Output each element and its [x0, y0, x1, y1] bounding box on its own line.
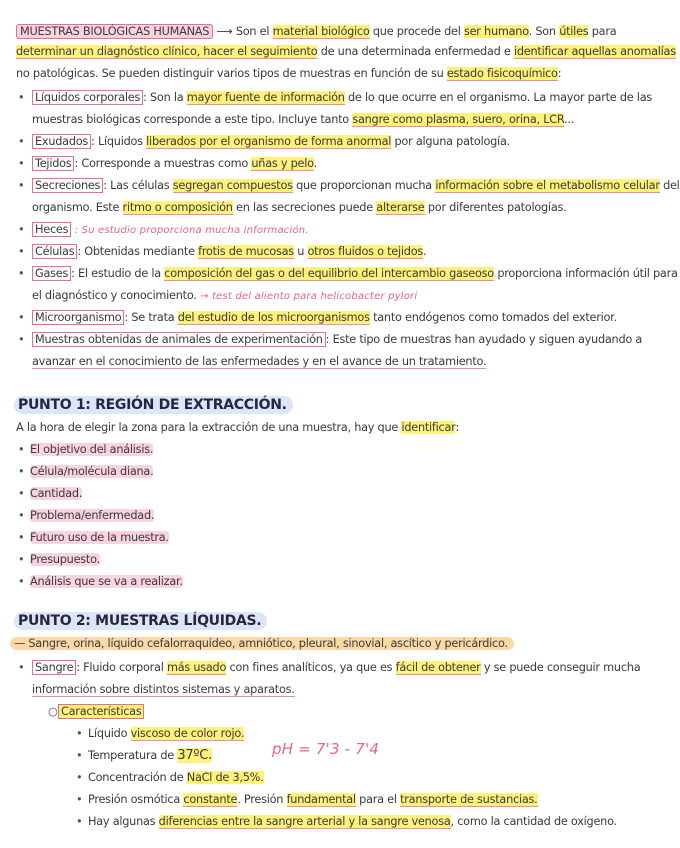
item-tejidos: Tejidos : Corresponde a muestras como uñas y pelo. [32, 156, 317, 172]
list-item: Presupuesto. [30, 553, 100, 566]
list-item: Futuro uso de la muestra. [30, 531, 169, 544]
item-celulas: Células : Obtenidas mediante frotis de mucosas u otros fluidos o tejidos. [32, 244, 426, 260]
sub-bullet: ○ [48, 705, 58, 718]
bullet: • [18, 487, 25, 500]
bullet: • [18, 553, 25, 566]
caracteristicas-label: Características [58, 704, 144, 720]
item-gases-cont: el diagnóstico y conocimiento. → test del aliento para helicobacter pylori [32, 289, 418, 302]
intro-line-1: MUESTRAS BIOLÓGICAS HUMANAS ⟶ Son el material biológico que procede del ser humano. Son útiles para [16, 24, 616, 40]
item-sangre: Sangre : Fluido corporal más usado con fines analíticos, ya que es fácil de obtener y se puede conseguir mucha [32, 660, 640, 676]
bullet: • [76, 815, 83, 828]
item-heces: Heces : Su estudio proporciona mucha información. [32, 222, 309, 239]
bullet: • [18, 531, 25, 544]
caract-item: Líquido viscoso de color rojo. [88, 727, 245, 740]
intro-line-3: no patológicas. Se pueden distinguir varios tipos de muestras en función de su estado fisicoquímico: [16, 67, 562, 80]
heading-punto-1: PUNTO 1: REGIÓN DE EXTRACCIÓN. [14, 396, 293, 414]
bullet: • [18, 575, 25, 588]
heading-punto-2: PUNTO 2: MUESTRAS LÍQUIDAS. [14, 612, 267, 630]
bullet: • [18, 223, 25, 236]
item-microorganismo: Microorganismo : Se trata del estudio de los microorganismos tanto endógenos como tomados del exterior. [32, 310, 617, 326]
handwritten-note: : Su estudio proporciona mucha información. [74, 225, 309, 236]
item-gases: Gases : El estudio de la composición del gas o del equilibrio del intercambio gaseoso proporciona información útil para [32, 266, 678, 282]
item-liquidos-cont: muestras biológicas corresponde a este tipo. Incluye tanto sangre como plasma, suero, orina, LCR... [32, 113, 575, 126]
list-item: Cantidad. [30, 487, 83, 500]
item-animales-cont: avanzar en el conocimiento de las enfermedades y en el avance de un tratamiento. [32, 355, 487, 368]
list-item: Problema/enfermedad. [30, 509, 155, 522]
item-liquidos: Líquidos corporales : Son la mayor fuente de información de lo que ocurre en el organismo. La mayor parte de las [32, 90, 652, 106]
item-animales: Muestras obtenidas de animales de experimentación : Este tipo de muestras han ayudado y siguen ayudando a [32, 332, 642, 348]
bullet: • [18, 311, 25, 324]
handwritten-ph-note: pH = 7'3 - 7'4 [272, 740, 380, 758]
bullet: • [18, 661, 25, 674]
bullet: • [18, 443, 25, 456]
caract-item: Concentración de NaCl de 3,5%. [88, 771, 264, 784]
caract-item: Temperatura de 37ºC. [88, 748, 212, 763]
punto-1-intro: A la hora de elegir la zona para la extracción de una muestra, hay que identificar: [16, 421, 459, 434]
bullet: • [18, 509, 25, 522]
bullet: • [76, 727, 83, 740]
bullet: • [18, 333, 25, 346]
item-exudados: Exudados : Líquidos liberados por el organismo de forma anormal por alguna patología. [32, 134, 510, 150]
bullet: • [76, 793, 83, 806]
bullet: • [18, 179, 25, 192]
bullet: • [18, 91, 25, 104]
caract-item: Hay algunas diferencias entre la sangre arterial y la sangre venosa, como la cantidad de oxígeno. [88, 815, 617, 828]
bullet: • [18, 465, 25, 478]
punto-2-summary: — Sangre, orina, líquido cefalorraquídeo, amniótico, pleural, sinovial, ascítico y pericárdico. [10, 636, 514, 652]
section-title: MUESTRAS BIOLÓGICAS HUMANAS [16, 24, 213, 39]
list-item: El objetivo del análisis. [30, 443, 154, 456]
arrow: ⟶ [216, 25, 233, 38]
item-secreciones-cont: organismo. Este ritmo o composición en las secreciones puede alterarse por diferentes patologías. [32, 201, 567, 214]
item-sangre-cont: información sobre distintos sistemas y aparatos. [32, 683, 295, 696]
bullet: • [18, 245, 25, 258]
list-item: Análisis que se va a realizar. [30, 575, 183, 588]
intro-line-2: determinar un diagnóstico clínico, hacer el seguimiento de una determinada enfermedad e identificar aquellas anomalías [16, 45, 676, 58]
handwritten-note: → test del aliento para helicobacter pylori [199, 291, 418, 302]
bullet: • [18, 157, 25, 170]
bullet: • [18, 267, 25, 280]
caract-item: Presión osmótica constante. Presión fundamental para el transporte de sustancias. [88, 793, 538, 806]
bullet: • [76, 771, 83, 784]
bullet: • [76, 749, 83, 762]
item-secreciones: Secreciones : Las células segregan compuestos que proporcionan mucha información sobre el metabolismo celular del [32, 178, 680, 194]
list-item: Célula/molécula diana. [30, 465, 154, 478]
bullet: • [18, 135, 25, 148]
